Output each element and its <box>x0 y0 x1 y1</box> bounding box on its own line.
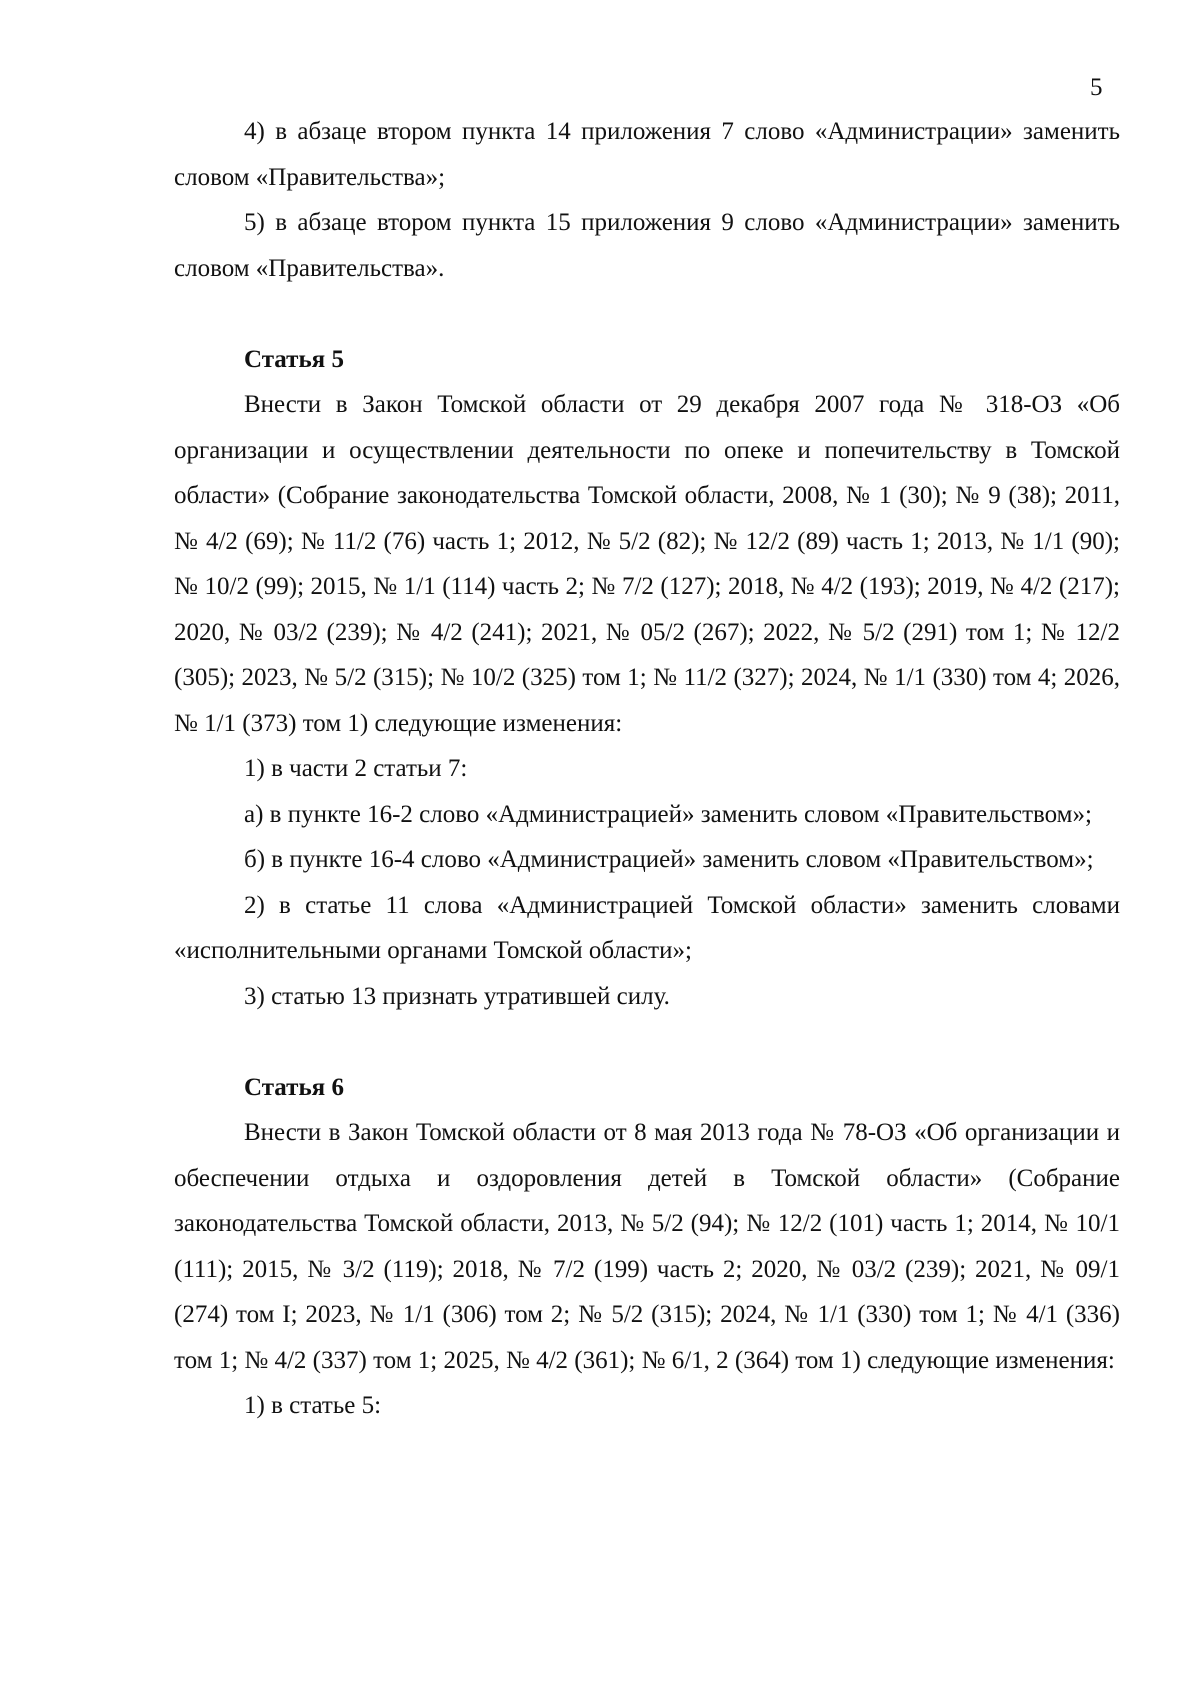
article-5-item-1b: б) в пункте 16-4 слово «Администрацией» заменить словом «Правительством»; <box>244 846 1094 873</box>
article-6-intro: Внести в Закон Томской области от 8 мая 2013 года № 78-ОЗ «Об организации и обеспечении отдыха и оздоровления детей в Томской области» (Собрание законодательства Томской области, 2013, № 5/2 (94); № 12/2 (101) часть 1; 2014, № 10/1 (111); 2015, № 3/2 (119); 2018, № 7/2 (199) часть 2; 2020, № 03/2 (239); 2021, № 09/1 (274) том I; 2023, № 1/1 (306) том 2; № 5/2 (315); 2024, № 1/1 (330) том 1; № 4/1 (336) том 1; № 4/2 (337) том 1; 2025, № 4/2 (361); № 6/1, 2 (364) том 1) следующие изменения: <box>174 1119 1120 1374</box>
article-6-item-1: 1) в статье 5: <box>244 1392 382 1419</box>
article-6-heading: Статья 6 <box>244 1073 344 1101</box>
article-5-item-3: 3) статью 13 признать утратившей силу. <box>244 982 670 1010</box>
article-5-item-1: 1) в части 2 статьи 7: <box>244 755 468 782</box>
document-body <box>174 109 1120 1429</box>
article-5-intro: Внести в Закон Томской области от 29 декабря 2007 года № 318-ОЗ «Об организации и осуществлении деятельности по опеке и попечительству в Томской области» (Собрание законодательства Томской области, 2008, № 1 (30); № 9 (38); 2011, № 4/2 (69); № 11/2 (76) часть 1; 2012, № 5/2 (82); № 12/2 (89) часть 1; 2013, № 1/1 (90); № 10/2 (99); 2015, № 1/1 (114) часть 2; № 7/2 (127); 2018, № 4/2 (193); 2019, № 4/2 (217); 2020, № 03/2 (239); № 4/2 (241); 2021, № 05/2 (267); 2022, № 5/2 (291) том 1; № 12/2 (305); 2023, № 5/2 (315); № 10/2 (325) том 1; № 11/2 (327); 2024, № 1/1 (330) том 4; 2026, № 1/1 (373) том 1) следующие изменения: <box>174 391 1120 737</box>
article-5-item-2: 2) в статье 11 слова «Администрацией Томской области» заменить словами «исполнительными органами Томской области»; <box>174 891 1120 964</box>
paragraph-item-4: 4) в абзаце втором пункта 14 приложения 7 слово «Администрации» заменить словом «Правительства»; <box>174 118 1120 191</box>
article-5-heading: Статья 5 <box>244 345 344 373</box>
article-5-item-1a: а) в пункте 16-2 слово «Администрацией» заменить словом «Правительством»; <box>244 800 1092 828</box>
paragraph-item-5: 5) в абзаце втором пункта 15 приложения 9 слово «Администрации» заменить словом «Правительства». <box>174 209 1120 282</box>
page-number: 5 <box>1090 74 1103 101</box>
